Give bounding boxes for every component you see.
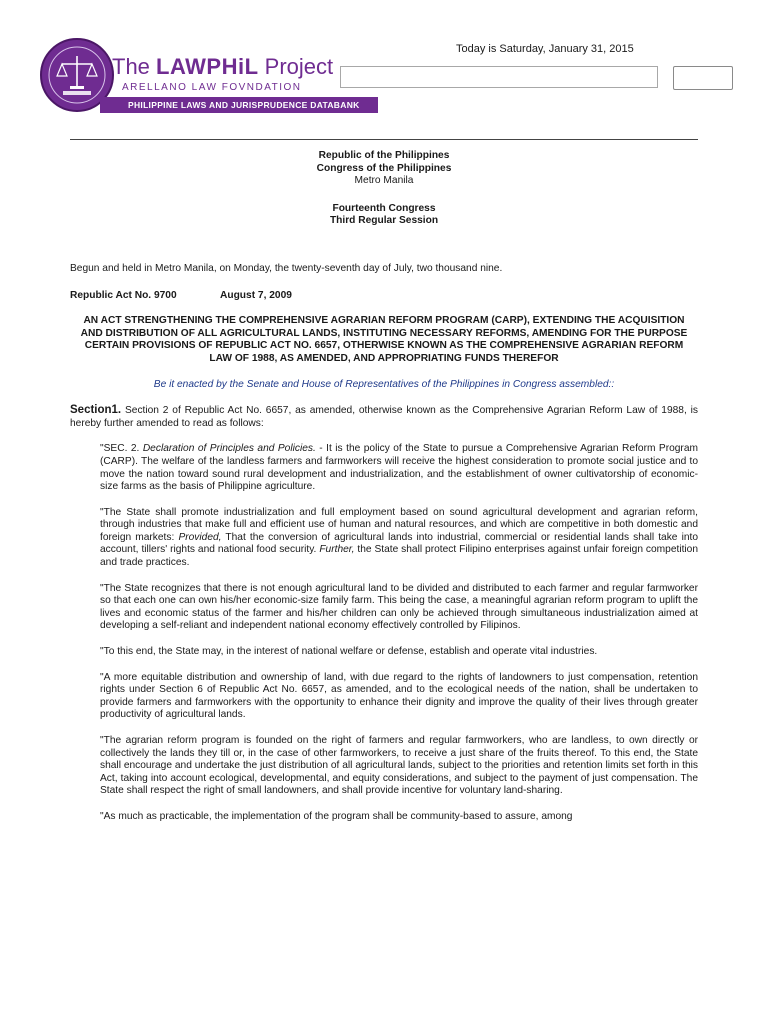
- header-divider: [70, 139, 698, 140]
- logo-title: [112, 54, 333, 80]
- logo-foundation: ARELLANO LAW FOVNDATION: [122, 82, 302, 93]
- paragraph-equitable-distribution: "A more equitable distribution and ownership of land, with due regard to the rights of landowners to just compensation, retention rights under Section 6 of Republic Act No. 6657, as amended, and to the ecological needs of the nation, shall be undertaken to provide farmers and farmworkers with the opportunity to enhance their dignity and improve the quality of their lives through greater productivity of agricultural lands.: [100, 671, 698, 721]
- p2-i1: Provided,: [178, 531, 222, 543]
- paragraph-vital-industries: "To this end, the State may, in the interest of national welfare or defense, establish and operate vital industries.: [100, 646, 598, 658]
- congress-number: Fourteenth Congress: [332, 202, 436, 214]
- location-heading: Metro Manila: [354, 175, 414, 187]
- paragraph-land-scarcity: "The State recognizes that there is not enough agricultural land to be divided and distributed to each farmer and regular farmworker so that each one can own his/her economic-size family farm. This being the case, a meaningful agrarian reform program to uplift the lives and economic status of the farmer and his/her children can only be achieved through simultaneous industrialization aimed at developing a self-reliant and independent national economy effectively controlled by Filipinos.: [100, 582, 698, 632]
- p2-i2: Further,: [319, 544, 355, 556]
- ra-number: Republic Act No. 9700: [70, 289, 177, 301]
- paragraph-community-based: "As much as practicable, the implementation of the program shall be community-based to assure, among: [100, 810, 573, 822]
- search-button[interactable]: [673, 66, 733, 90]
- logo-tagline: PHILIPPINE LAWS AND JURISPRUDENCE DATABANK: [100, 97, 378, 113]
- section-1-text: Section 2 of Republic Act No. 6657, as amended, otherwise known as the Comprehensive Agrarian Reform Law of 1988, is hereby further amended to read as follows:: [70, 405, 698, 429]
- search-input[interactable]: [340, 66, 658, 88]
- enacting-clause: Be it enacted by the Senate and House of Representatives of the Philippines in Congress assembled::: [153, 378, 615, 390]
- session-heading: Third Regular Session: [329, 215, 439, 227]
- current-date: Today is Saturday, January 31, 2015: [456, 43, 634, 55]
- paragraph-program-foundation: "The agrarian reform program is founded on the right of farmers and regular farmworkers, who are landless, to own directly or collectively the lands they till or, in the case of other farmworkers, to receive a just share of the fruits thereof. To this end, the State shall encourage and undertake the just distribution of all agricultural lands, subject to the priorities and retention limits set forth in this Act, taking into account ecological, developmental, and equity considerations, and subject to the payment of just compensation. The State shall respect the right of small landowners, and shall provide incentive for voluntary land-sharing.: [100, 735, 698, 797]
- document-body: [70, 150, 698, 824]
- p2-c: the State shall protect Filipino enterprises against unfair foreign competition and trade practices.: [100, 544, 699, 569]
- act-title: AN ACT STRENGTHENING THE COMPREHENSIVE AGRARIAN REFORM PROGRAM (CARP), EXTENDING THE ACQUISITION AND DISTRIBUTION OF ALL AGRICULTURAL LANDS, INSTITUTING NECESSARY REFORMS, AMENDING FOR THE PURPOSE CERTAIN PROVISIONS OF REPUBLIC ACT NO. 6657, OTHERWISE KNOWN AS THE COMPREHENSIVE AGRARIAN REFORM LAW OF 1988, AS AMENDED, AND APPROPRIATING FUNDS THEREFOR: [80, 315, 688, 364]
- lawphil-logo[interactable]: [40, 38, 360, 122]
- logo-title-suffix: Project: [258, 54, 334, 79]
- republic-heading: Republic of the Philippines: [318, 150, 450, 161]
- begun-line: Begun and held in Metro Manila, on Monday, the twenty-seventh day of July, two thousand nine.: [70, 262, 503, 274]
- logo-title-prefix: The: [112, 54, 157, 79]
- section-1: [70, 404, 698, 430]
- p1-lead: "SEC. 2.: [100, 443, 143, 455]
- paragraph-sec2: [100, 443, 698, 493]
- ra-date: August 7, 2009: [220, 289, 292, 301]
- p2-b: That the conversion of agricultural lands into industrial, commercial or residential lands shall take into account, tillers' rights and national food security.: [100, 531, 698, 556]
- logo-title-brand: LAWPHiL: [156, 54, 259, 79]
- congress-heading: Congress of the Philippines: [316, 162, 452, 174]
- p1-italic: Declaration of Principles and Policies.: [142, 443, 316, 455]
- p2-a: "The State shall promote industrialization and full employment based on sound agricultural development and agrarian reform, through industries that make full and efficient use of human and natural resources, and which are competitive in both domestic and foreign markets:: [100, 506, 698, 543]
- section-1-label: Section1.: [70, 404, 122, 417]
- paragraph-industrialization: [100, 507, 698, 570]
- site-header: [0, 0, 768, 130]
- p1-rest: - It is the policy of the State to pursue a Comprehensive Agrarian Reform Program (CARP). The welfare of the landless farmers and farmworkers will receive the highest consideration to promote social justice and to move the nation toward sound rural development and industrialization, and the establishment of owner cultivatorship of economic-size farms as the basis of Philippine agriculture.: [100, 443, 698, 493]
- ra-line: [70, 290, 698, 303]
